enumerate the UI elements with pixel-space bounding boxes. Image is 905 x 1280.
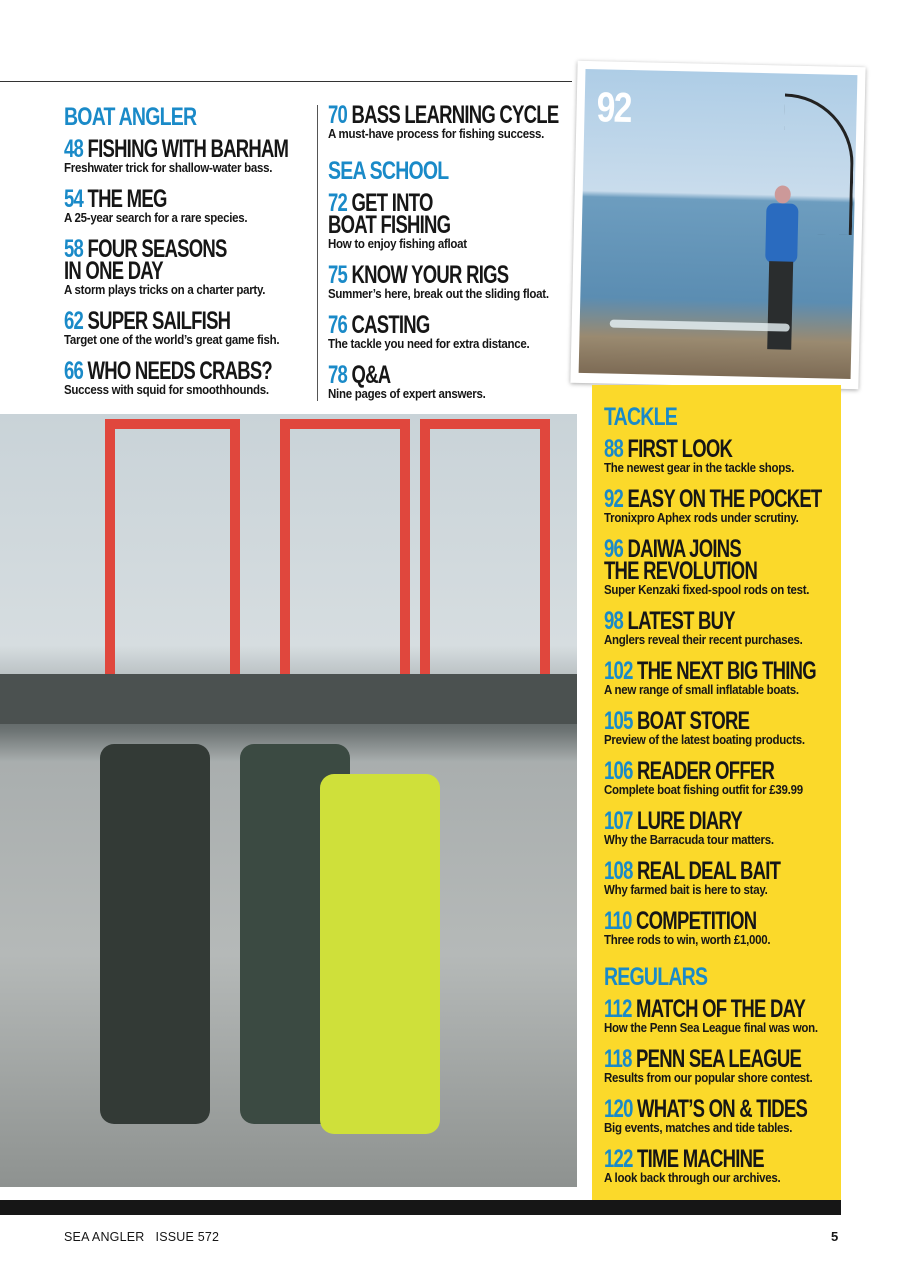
entry-title: THE MEG xyxy=(87,185,167,213)
contents-entry[interactable] xyxy=(604,485,839,526)
page-number: 98 xyxy=(604,607,624,635)
entry-headline xyxy=(328,361,582,389)
entry-description: Freshwater trick for shallow-water bass. xyxy=(64,161,273,175)
page-number: 62 xyxy=(64,307,84,335)
page-number: 54 xyxy=(64,185,84,213)
shore-angler-photo xyxy=(579,69,858,379)
entry-title: BOAT STORE xyxy=(637,707,750,735)
entry-title: REAL DEAL BAIT xyxy=(637,857,781,885)
entry-description: Target one of the world’s great game fish. xyxy=(64,333,280,347)
entry-title: THE NEXT BIG THING xyxy=(637,657,816,685)
entry-headline xyxy=(604,435,847,463)
issue-number: ISSUE 572 xyxy=(155,1230,220,1244)
entry-description: Results from our popular shore contest. xyxy=(604,1071,813,1085)
page-number: 5 xyxy=(831,1229,839,1244)
page-number: 66 xyxy=(64,357,84,385)
contents-entry[interactable] xyxy=(604,607,839,648)
page-number: 102 xyxy=(604,657,633,685)
page-number: 106 xyxy=(604,757,633,785)
entry-title: EASY ON THE POCKET xyxy=(627,485,822,513)
entry-title: COMPETITION xyxy=(636,907,757,935)
section-heading: SEA SCHOOL xyxy=(328,157,449,185)
entry-description: How to enjoy fishing afloat xyxy=(328,237,467,251)
contents-entry[interactable] xyxy=(64,185,314,226)
entry-headline xyxy=(604,1045,847,1073)
entry-description: Super Kenzaki fixed-spool rods on test. xyxy=(604,583,810,597)
entry-headline xyxy=(604,995,847,1023)
page-number: 76 xyxy=(328,311,348,339)
entry-title-line2: IN ONE DAY xyxy=(64,257,163,285)
sea-school-column xyxy=(328,101,573,414)
contents-entry[interactable] xyxy=(64,135,314,176)
contents-entry[interactable] xyxy=(604,1145,839,1186)
entry-description: Success with squid for smoothhounds. xyxy=(64,383,269,397)
entry-description: Anglers reveal their recent purchases. xyxy=(604,633,803,647)
contents-entry[interactable] xyxy=(604,535,839,598)
contents-entry[interactable] xyxy=(328,101,573,142)
entry-description: Why farmed bait is here to stay. xyxy=(604,883,768,897)
entry-description: Tronixpro Aphex rods under scrutiny. xyxy=(604,511,799,525)
contents-entry[interactable] xyxy=(604,1095,839,1136)
entry-title-line2: BOAT FISHING xyxy=(328,211,451,239)
contents-entry[interactable] xyxy=(64,235,314,298)
anglers-beach-photo xyxy=(0,414,577,1187)
entry-headline xyxy=(64,135,323,163)
magazine-name: SEA ANGLER xyxy=(64,1230,145,1244)
entry-title: CASTING xyxy=(351,311,430,339)
entry-title: DAIWA JOINS xyxy=(627,535,742,563)
page-number: 70 xyxy=(328,101,348,129)
entry-title: MATCH OF THE DAY xyxy=(636,995,806,1023)
entry-description: Summer’s here, break out the sliding float. xyxy=(328,287,549,301)
page-number: 118 xyxy=(604,1045,632,1073)
page-number: 72 xyxy=(328,189,348,217)
entry-description: Nine pages of expert answers. xyxy=(328,387,486,401)
contents-entry[interactable] xyxy=(604,657,839,698)
entry-headline xyxy=(604,707,847,735)
entry-headline xyxy=(328,101,582,129)
entry-title: FOUR SEASONS xyxy=(87,235,227,263)
entry-headline xyxy=(604,807,847,835)
entry-headline xyxy=(64,357,323,385)
entry-title: WHO NEEDS CRABS? xyxy=(87,357,272,385)
contents-entry[interactable] xyxy=(328,189,573,252)
page-number: 96 xyxy=(604,535,624,563)
page-number: 88 xyxy=(604,435,624,463)
contents-entry[interactable] xyxy=(604,1045,839,1086)
page-number: 110 xyxy=(604,907,632,935)
entry-title: LURE DIARY xyxy=(637,807,743,835)
page-number: 105 xyxy=(604,707,633,735)
photo-card-92[interactable] xyxy=(570,61,865,389)
entry-headline xyxy=(64,307,323,335)
section-heading: BOAT ANGLER xyxy=(64,103,197,131)
boat-angler-column xyxy=(64,104,314,410)
entry-title: FIRST LOOK xyxy=(627,435,733,463)
page-number: 122 xyxy=(604,1145,633,1173)
entry-headline xyxy=(328,189,582,239)
entry-headline xyxy=(604,1145,847,1173)
page-number: 108 xyxy=(604,857,633,885)
entry-headline xyxy=(604,857,847,885)
entry-description: Three rods to win, worth £1,000. xyxy=(604,933,771,947)
entry-headline xyxy=(604,607,847,635)
entry-description: Complete boat fishing outfit for £39.99 xyxy=(604,783,803,797)
entry-headline xyxy=(604,1095,847,1123)
footer-credit xyxy=(64,1230,219,1244)
entry-description: A look back through our archives. xyxy=(604,1171,781,1185)
contents-entry[interactable] xyxy=(604,807,839,848)
entry-title: WHAT’S ON & TIDES xyxy=(637,1095,808,1123)
page-number: 75 xyxy=(328,261,348,289)
entry-description: A 25-year search for a rare species. xyxy=(64,211,248,225)
entry-title: BASS LEARNING CYCLE xyxy=(351,101,559,129)
entry-headline xyxy=(604,485,847,513)
tackle-column xyxy=(604,404,839,1198)
contents-entry[interactable] xyxy=(604,907,839,948)
page-number: 92 xyxy=(604,485,624,513)
contents-entry[interactable] xyxy=(328,261,573,302)
entry-description: Preview of the latest boating products. xyxy=(604,733,805,747)
contents-entry[interactable] xyxy=(604,857,839,898)
entry-headline xyxy=(604,757,847,785)
entry-description: A must-have process for fishing success. xyxy=(328,127,545,141)
page-number: 58 xyxy=(64,235,84,263)
entry-headline xyxy=(328,261,582,289)
entry-title: SUPER SAILFISH xyxy=(87,307,231,335)
entry-title: FISHING WITH BARHAM xyxy=(87,135,289,163)
contents-entry[interactable] xyxy=(604,995,839,1036)
entry-headline xyxy=(604,535,847,585)
entry-description: A storm plays tricks on a charter party. xyxy=(64,283,266,297)
entry-headline xyxy=(328,311,582,339)
section-heading: TACKLE xyxy=(604,403,677,431)
section-heading: REGULARS xyxy=(604,963,708,991)
entry-title: READER OFFER xyxy=(637,757,775,785)
contents-entry[interactable] xyxy=(604,707,839,748)
page-number: 120 xyxy=(604,1095,633,1123)
entry-title: Q&A xyxy=(351,361,391,389)
page-number: 78 xyxy=(328,361,348,389)
contents-entry[interactable] xyxy=(604,435,839,476)
entry-description: The newest gear in the tackle shops. xyxy=(604,461,795,475)
entry-title: TIME MACHINE xyxy=(637,1145,764,1173)
contents-entry[interactable] xyxy=(604,757,839,798)
entry-headline xyxy=(604,907,847,935)
page-number: 107 xyxy=(604,807,633,835)
entry-description: The tackle you need for extra distance. xyxy=(328,337,530,351)
entry-title-line2: THE REVOLUTION xyxy=(604,557,758,585)
entry-headline xyxy=(64,185,323,213)
entry-description: How the Penn Sea League final was won. xyxy=(604,1021,818,1035)
entry-title: GET INTO xyxy=(351,189,433,217)
contents-entry[interactable] xyxy=(328,311,573,352)
entry-title: KNOW YOUR RIGS xyxy=(351,261,509,289)
page-ref: 92 xyxy=(596,83,632,131)
page-number: 112 xyxy=(604,995,632,1023)
top-rule xyxy=(0,81,572,82)
entry-title: PENN SEA LEAGUE xyxy=(636,1045,802,1073)
entry-title: LATEST BUY xyxy=(627,607,735,635)
footer-bar xyxy=(0,1200,841,1215)
column-divider xyxy=(317,105,318,401)
entry-headline xyxy=(604,657,847,685)
entry-description: Big events, matches and tide tables. xyxy=(604,1121,793,1135)
entry-description: Why the Barracuda tour matters. xyxy=(604,833,774,847)
contents-entry[interactable] xyxy=(64,307,314,348)
entry-headline xyxy=(64,235,323,285)
entry-description: A new range of small inflatable boats. xyxy=(604,683,799,697)
contents-entry[interactable] xyxy=(64,357,314,398)
page-number: 48 xyxy=(64,135,84,163)
contents-entry[interactable] xyxy=(328,361,573,402)
